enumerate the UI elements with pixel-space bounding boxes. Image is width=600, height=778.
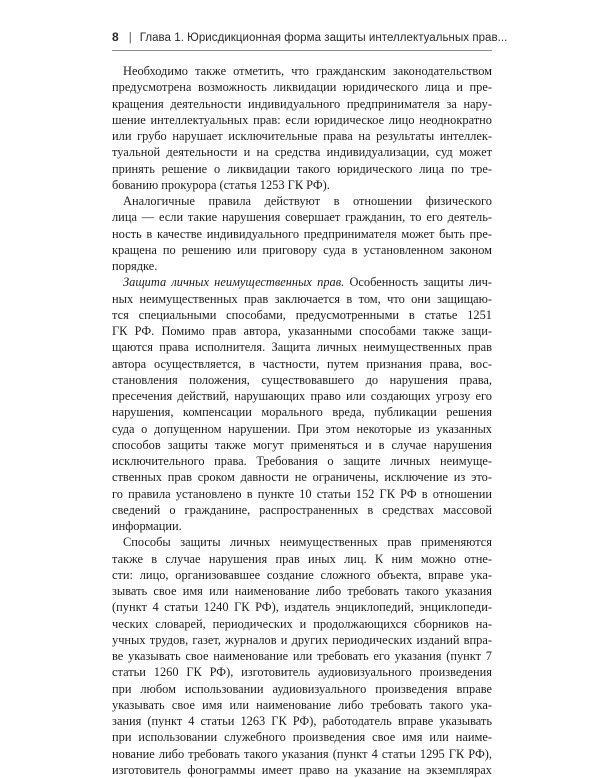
running-header	[112, 30, 508, 50]
text-body	[112, 63, 492, 778]
text-line: автора осуществляется, в частности, путем признания права, вос-	[112, 356, 492, 371]
text-line: информации.	[112, 519, 182, 533]
text-line: становления положения, существовавшего до нарушения права,	[112, 372, 492, 387]
paragraph-personal-rights	[112, 274, 492, 534]
text-line: го правила установлено в пункте 10 статьи 152 ГК РФ в отношении	[112, 486, 492, 501]
paragraph-liquidation	[112, 63, 492, 193]
text-line: ГК РФ. Помимо прав автора, указанными способами также защи-	[112, 324, 492, 338]
text-line: порядке.	[112, 259, 158, 273]
lead-rest: Особенность защиты лич-	[344, 275, 492, 290]
paragraph-individuals	[112, 193, 492, 274]
text-line-lead	[112, 274, 492, 290]
text-line: сти: лицо, организовавшее создание сложного объекта, вправе ука-	[112, 567, 492, 582]
text-line: тся специальными способами, предусмотренными в статье 1251	[112, 307, 492, 322]
text-line: при любом использовании аудиовизуального произведения вправе	[112, 681, 492, 696]
text-line: кращена по решению или приговору суда в установленном законом	[112, 242, 492, 257]
text-line: статьи 1260 ГК РФ), изготовитель аудиовизуального произведения	[112, 665, 492, 680]
text-line: сведений о гражданине, распространенных в средствах массовой	[112, 502, 492, 517]
text-line: нование либо требовать такого указания (пункт 4 статьи 1295 ГК РФ),	[112, 746, 492, 761]
text-line: ных неимущественных прав заключается в том, что они защищаю-	[112, 291, 492, 306]
text-line: ственных прав сроком давности не ограничены, исключение из это-	[112, 470, 492, 485]
text-line: (пункт 4 статьи 1240 ГК РФ), издатель энциклопедий, энциклопеди-	[112, 600, 492, 615]
header-separator: |	[128, 32, 132, 44]
text-line: указывать свое имя или наименование либо требовать такого ука-	[112, 697, 492, 712]
text-line: пресечения действий, нарушающих право или создающих угрозу его	[112, 389, 492, 403]
text-line: кращения деятельности индивидуального предпринимателя за нару-	[112, 96, 492, 111]
header-rule	[112, 50, 492, 51]
text-line: или грубо нарушает исключительные права на результаты интеллек-	[112, 129, 492, 143]
text-line: бованию прокурора (статья 1253 ГК РФ).	[112, 177, 330, 192]
text-line: принять решение о ликвидации такого юридического лица по тре-	[112, 161, 492, 176]
text-line: шение интеллектуальных прав: если юридическое лицо неоднократно	[112, 112, 492, 127]
page-number: 8	[112, 30, 119, 44]
text-line: учных трудов, газет, журналов и других периодических изданий впра-	[112, 632, 492, 647]
text-line: Необходимо также отметить, что гражданским законодательством	[123, 64, 492, 78]
text-line: ность в качестве индивидуального предпринимателя может быть пре-	[112, 226, 492, 241]
text-line: предусмотрена возможность ликвидации юридического лица и пре-	[112, 80, 492, 95]
paragraph-other-persons	[112, 534, 492, 778]
text-line: суда о допущенном нарушении. При этом некоторые из указанных	[112, 421, 492, 436]
text-line: зания (пункт 4 статьи 1263 ГК РФ), работодатель вправе указывать	[112, 714, 492, 728]
text-line: изготовитель фонограммы имеет право на указание на экземплярах	[112, 762, 492, 777]
text-line: исключительного права. Требования о защите личных неимуще-	[112, 454, 492, 468]
text-line: ве указывать свое наименование или требовать его указания (пункт 7	[112, 649, 492, 663]
text-line: лица — если такие нарушения совершает гражданин, то его деятель-	[112, 210, 492, 225]
text-line: нарушения, компенсации морального вреда, публикации решения	[112, 405, 492, 420]
text-line: зывать свое имя или наименование либо требовать такого указания	[112, 584, 492, 598]
text-line: Аналогичные правила действуют в отношении физического	[123, 194, 492, 208]
text-line: также в случае нарушения прав иных лиц. К ним можно отне-	[112, 551, 492, 566]
text-line: ческих словарей, периодических и продолжающихся сборников на-	[112, 616, 492, 631]
italic-term: Защита личных неимущественных прав.	[123, 275, 345, 290]
text-line: при использовании служебного произведения свое имя или наиме-	[112, 730, 492, 745]
text-line: туальной деятельности и на средства индивидуализации, суд может	[112, 145, 492, 160]
chapter-title: Глава 1. Юрисдикционная форма защиты интеллектуальных прав...	[139, 32, 508, 44]
text-line: способов защиты также могут применяться и в случае нарушения	[112, 437, 492, 452]
text-line: щаются права исполнителя. Защита личных неимущественных прав	[112, 340, 492, 355]
text-line: Способы защиты личных неимущественных прав применяются	[123, 535, 492, 550]
